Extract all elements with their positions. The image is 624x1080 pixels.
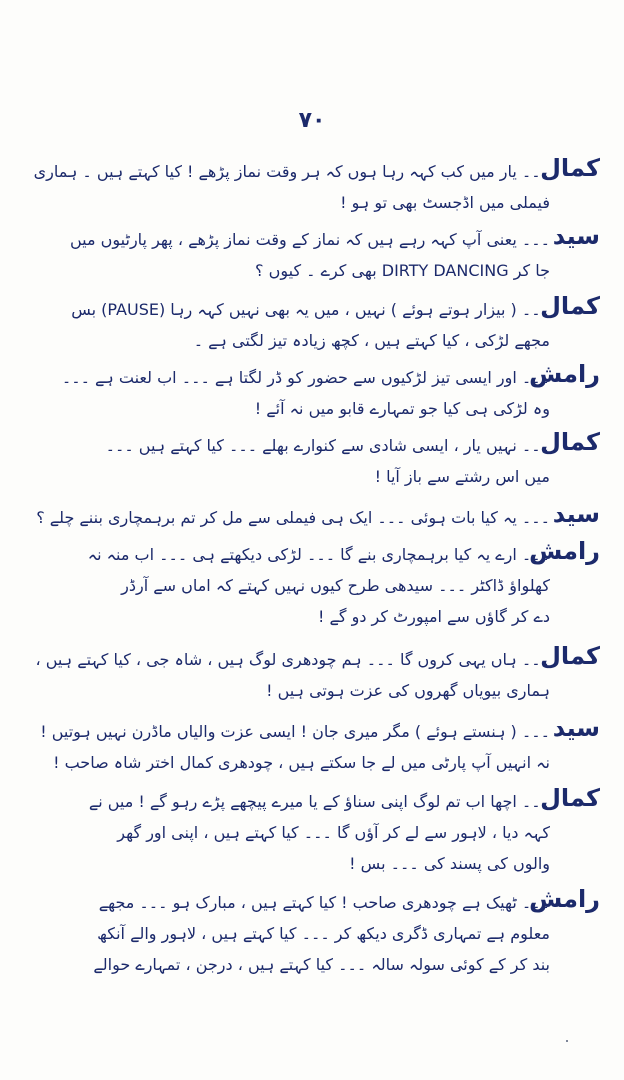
dialogue-entry [90, 885, 600, 980]
page-number: ۷۰ [298, 108, 326, 133]
dialogue-entry [35, 642, 600, 706]
dialogue-entry [87, 537, 600, 632]
dialogue-line: ۔۔۔ نہیں یار ، ایسی شادی سے کنوارے بھلے ۔۔۔ کیا کہتے ہیں ۔۔۔ [105, 436, 550, 455]
speaker-name: رامش [529, 885, 600, 913]
speaker-name: کمال [540, 154, 600, 182]
dialogue-line: میں اس رشتے سے باز آیا ! [374, 467, 550, 486]
dialogue-entry [36, 500, 600, 533]
dialogue-line: ۔۔۔ ( ہنستے ہوئے ) مگر میری جان ! ایسی عزت والیاں ماڈرن نہیں ہوتیں ! [40, 722, 550, 741]
dialogue-entry [33, 154, 600, 218]
speaker-name: سید [552, 222, 600, 250]
speaker-name: کمال [540, 784, 600, 812]
dialogue-line: ۔۔۔ اچھا اب تم لوگ اپنی سناؤ کے یا میرے پیچھے پڑے رہو گے ! میں نے [88, 792, 550, 811]
dialogue-line: دے کر گاؤں سے امپورٹ کر دو گے ! [318, 607, 550, 626]
dialogue-line: وہ لڑکی ہی کیا جو تمہارے قابو میں نہ آئے ! [254, 399, 550, 418]
speaker-name: رامش [529, 537, 600, 565]
dialogue-line: کھلواؤ ڈاکٹر ۔۔۔ سیدھی طرح کیوں نہیں کہتے کہ اماں سے آرڈر [121, 576, 550, 595]
dialogue-line: ۔۔۔ ٹھیک ہے چودھری صاحب ! کیا کہتے ہیں ، مبارک ہو ۔۔۔ مجھے [98, 893, 550, 912]
dialogue-line: ہماری بیویاں گھروں کی عزت ہوتی ہیں ! [266, 681, 550, 700]
dialogue-line: فیملی میں اڈجسٹ بھی تو ہو ! [340, 193, 550, 212]
speaker-name: کمال [540, 642, 600, 670]
dialogue-entry [40, 714, 600, 778]
dialogue-entry [90, 428, 600, 492]
speaker-name: سید [552, 500, 600, 528]
speaker-name: کمال [540, 428, 600, 456]
dialogue-line: معلوم ہے تمہاری ڈگری دیکھ کر ۔۔۔ کیا کہتے ہیں ، لاہور والے آنکھ [97, 924, 550, 943]
dialogue-entry [88, 784, 600, 879]
speaker-name: رامش [529, 360, 600, 388]
dialogue-line: کہہ دیا ، لاہور سے لے کر آؤں گا ۔۔۔ کیا کہتے ہیں ، اپنی اور گھر [117, 823, 550, 842]
speaker-name: کمال [540, 292, 600, 320]
dialogue-entry [61, 360, 600, 424]
dialogue-line: ۔۔۔ ہاں یہی کروں گا ۔۔۔ ہم چودھری لوگ ہیں ، شاہ جی ، کیا کہتے ہیں ، [35, 650, 550, 669]
paper-speck [566, 1040, 568, 1042]
dialogue-line: ۔۔۔ یار میں کب کہہ رہا ہوں کہ ہر وقت نماز پڑھے ! کیا کہتے ہیں ۔ ہماری [33, 162, 550, 181]
dialogue-line: ۔۔۔ اور ایسی تیز لڑکیوں سے حضور کو ڈر لگتا ہے ۔۔۔ اب لعنت ہے ۔۔۔ [61, 368, 550, 387]
dialogue-line: جا کر DIRTY DANCING بھی کرے ۔ کیوں ؟ [255, 261, 550, 280]
dialogue-entry [69, 222, 600, 286]
dialogue-line: بند کر کے کوئی سولہ سالہ ۔۔۔ کیا کہتے ہیں ، درجن ، تمہارے حوالے [93, 955, 550, 974]
dialogue-line: مجھے لڑکی ، کیا کہتے ہیں ، کچھ زیادہ تیز لگتی ہے ۔ [193, 331, 550, 350]
dialogue-block [33, 150, 600, 980]
speaker-name: سید [552, 714, 600, 742]
dialogue-line: والوں کی پسند کی ۔۔۔ بس ! [349, 854, 550, 873]
dialogue-line: ۔۔۔ یہ کیا بات ہوئی ۔۔۔ ایک ہی فیملی سے مل کر تم برہمچاری بننے چلے ؟ [36, 508, 550, 527]
dialogue-line: ۔۔۔ یعنی آپ کہہ رہے ہیں کہ نماز کے وقت نماز پڑھے ، پھر پارٹیوں میں [69, 230, 550, 249]
dialogue-line: ۔۔۔ ارے یہ کیا برہمچاری بنے گا ۔۔۔ لڑکی دیکھتے ہی ۔۔۔ اب منہ نہ [87, 545, 550, 564]
dialogue-entry [71, 292, 600, 356]
dialogue-line: نہ انہیں آپ پارٹی میں لے جا سکتے ہیں ، چودھری کمال اختر شاہ صاحب ! [53, 753, 550, 772]
dialogue-line: ۔۔۔ ( بیزار ہوتے ہوئے ) نہیں ، میں یہ بھی نہیں کہہ رہا (PAUSE) بس [71, 300, 550, 319]
